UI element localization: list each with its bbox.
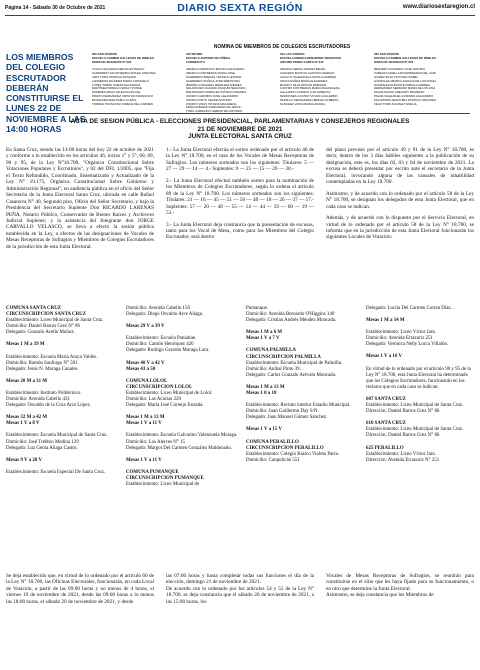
locale-line: Domicilio: Avenida Bernardo O'Higgins 140 [246,312,335,318]
locale-line: Domicilio: Aníbal Pinto 39. [246,366,301,372]
colegio-notice: LOS MIEMBROS DEL COLEGIO ESCRUTADOR DEBERÁN CONSTITUIRSE EL LUNES 22 DE NOVIEMBRE A LAS 14:00 HORAS [6,52,86,135]
locale-line: En virtud de lo ordenado por el artículo 90 y 95 de la Ley N° 18.700, esta Junta Electoral ha determinado que los Colegios Escrutadores, funcionarán en los recintos que en cada caso se indican: [366,366,471,390]
locale-line: Establecimiento: Escuela Municipal de Palmilla. [246,360,343,366]
nomina-list: COLLIO AHUMADA MELISA ESTEFANY GUERRERO SALVATIERRA NATALIE STEFANIA JARA TORO PATRICIA ROSARIO LANDEROS FAÚNDEZ MARÍA CONSUELO LÓPEZ TOBAR SAMANTHA KARINA MARTÍNEZ PARRAO NADIA YVONNE PAREDES ARIAS VALESCA NICOLE PRIETO FERNÁNDEZ CRISTIAN FRANCISCO RIVERA BELMAR PABLO ALEXIS TORRES TRONCOSO XIMENA DEL CARMEN [92,67,156,106]
locale-line: Establecimiento: Escuela Paniahue. [126,336,197,342]
locale-line: Domicilio: Los Alerces N° 15 [126,439,186,445]
locale-line: Establecimiento: Liceo Víctor Jara. [366,330,436,336]
locale-heading: Mesas 32 M a 42 M [6,415,47,421]
locale-heading: Mesas 1 V a 8 V [6,421,40,427]
locales-column-3 [246,306,358,464]
acta-paragraph: 2.- La Junta Electoral efectuó también sorteo para la nominación de los Miembros de Colegios Escrutadores, según lo ordena el artículo 89 de la Ley N° 18.700. Los números sorteados son los siguientes: Titulares: 21 — 16 — 45 — 51 — 56 — 40 — 18 — 26 — 37 — 17.- Suplentes: 57 — 20 — 48 — 55 — 14 — 44 — 59 — 60 — 19 — 53.- [166,177,314,217]
locale-line: Dirección: Daniel Barros Grez N° 86 [366,433,440,439]
locale-heading: Mesas 1 M a 19 M [6,342,45,348]
acta-paragraph: En Santa Cruz, siendo las 14:00 horas del hoy 22 de octubre de 2021 y conforme a lo establecido en los artículos 46, inciso 1° y 5°, 60, 89, 90 y 95, de la Ley N°18.700, "Orgánica Constitucional Sobre Votaciones Populares y Escrutinios", y 82 del DFL 1/2005, que "Fija el Texto Refundido, Coordinado, Sistematizado y Actualizado de la Ley N° 19.175, Orgánica Constitucional Sobre Gobierno y Administración Regional", en audiencia pública en el oficio del Señor Secretario de la Junta Electoral Santa Cruz, ubicada en calle Rafael Casanova N° 40, Segundo piso, Oficio del Señor Secretario, y bajo la Presidencia del Secretario Suplente Don RICARDO LARENAS PEÑA, Notario Público, Conservador de Bienes Raíces y Archivero Judicial Suplente; y la asistencia del Integrante don JORGE CARVALLO VELASCO, se lleva a efecto la sesión pública establecida en la Ley, a efectos de las designaciones de Vocales de Mesas Receptoras de Sufragios y Miembros de Colegios Escrutadores de la jurisdicción de esta Junta Electoral. [6,147,154,250]
locale-heading: 625 PERALILLO [366,445,404,451]
locale-heading: COMUNA SANTA CRUZ [6,306,62,311]
acta-paragraph: Además, y de acuerdo con lo dispuesto por el Servicio Electoral, en virtud de lo ordenado por el artículo 58 de la Ley N° 18.700, se informa que en la jurisdicción de esta Junta Electoral funcionarán los siguientes Locales de Votación: [326,215,474,241]
locale-heading: Mesas 1 V a 16 V [366,354,403,360]
locale-line: Establecimiento: Recinto interior Estadio Municipal. [246,403,351,409]
locale-line: Establecimiento: Instituto Politécnico. [6,390,82,396]
locale-line: Domicilio: Avenida Errazuriz 251 [366,336,433,342]
locale-heading: Mesas 20 M a 31 M [6,378,47,384]
locale-line: Establecimiento: Escuela Galvarino Valenzuela Moraga. [126,433,238,439]
locale-heading: CIRCUNSCRIPCION PUMANQUE [126,475,204,481]
locale-line: Delegado: Jesús N. Moraga Canales. [6,366,79,372]
acta-column-2 [166,147,314,246]
locale-heading: CIRCUNSCRIPCION PERALILLO [246,445,324,451]
locale-line: Domicilio: Daniel Barros Grez N° 86 [6,324,80,330]
locale-heading: COMUNA PUMANQUE [126,469,179,475]
locale-line: Delegado: Gonzalo Avello Muñoz. [6,330,75,336]
closing-paragraph-1: Se deja establecido que, en virtud de lo ordenado por el artículo 60 de la Ley N° 18.700, las Oficinas Electorales, funcionarán, en cada Local de Votación, a partir de las 09:00 horas y no menos de 4 horas, el viernes 19 de noviembre de 2021, desde las 09:00 horas a lo menos las 18:00 horas, el sábado 20 de noviembre de 2021, y desde [6,573,154,605]
locale-heading: Mesas 1 0 a 18 [246,391,277,397]
locale-heading: CIRCUNSCRIPCION LOLOL [126,384,193,390]
locale-heading: Mesas 29 V a 39 V [126,324,165,330]
locale-heading: Mesas 43 a 50 [126,366,156,372]
nomina-head: 015 PEUMO ESCUELA ANTONIO DE ZÚÑIGA CARMEN Nº 9 [186,52,231,64]
locale-line: Delegado: Cristian Andrés Méndez Moncada. [246,318,337,324]
locale-line: Establecimiento: Liceo Municipal de Santa Cruz. [366,403,464,409]
closing-paragraph-2: las 07:00 horas y hasta completar todas sus funciones el día de la elección, domingo 21 de noviembre de 2021. De acuerdo con lo ordenado por los artículos 54 y 55 de la Ley N° 18.700, se deja constancia que el sábado 20 de noviembre de 2021, a las 15:00 horas, los [166,573,314,605]
locale-line: Domicilio: Caupolicán 551 [246,457,300,463]
locale-line: Domicilio: Camilo Henríquez 426 [126,342,194,348]
locale-line: Establecimiento: Liceo Municipal de Lolol. [126,390,213,396]
locale-heading: Mesas 1 V a 11 V [126,457,162,463]
acta-paragraph: 3.- La Junta Electoral deja constancia que la presentación de excusas, tanto para los Vocal de Mesa, como para los Miembros del Colegio Escrutador, será dentro [166,221,314,241]
locale-heading: Mesas 1 M a 13 M [246,384,285,390]
acta-column-1 [6,147,154,255]
locale-line: Establecimiento: Liceo Víctor Jara. [366,451,436,457]
locale-line: Establecimiento: Liceo Municipal de Santa Cruz. [6,318,104,324]
locale-heading: Mesas 40 V a 42 V [126,360,165,366]
locale-heading: Mesas 1 V a 11 V [126,421,162,427]
acta-paragraph: 1.- La Junta Electoral efectúa el sorteo ordenado por el artículo 46 de la Ley N° 18.700, en el caso de los Vocales de Mesas Receptoras de Sufragios. Los números sorteados son los siguientes: Titulares: 5 — 27 — 29 — 14 — 4.- Suplentes: 9 — 25 — 15 — 20 — 30.- [166,147,314,173]
locale-line: Delegado: Luz Gema Aliaga Castro. [6,445,78,451]
locale-line: Domicilio: Las Acacias 220 [126,397,181,403]
locales-column-2 [126,306,238,488]
locale-line: Delegado: María José Cornejo Estrada. [126,403,204,409]
nomina-list: ABARCA CARRASCO MATIAS ALEJANDRO ABARCA CONTRERAS MARIA JOSE GUERRERO ARENAS YESSICA LEONOR GUERRERO ZUÑIGA JOSE SEBASTIAN IBARRA CONGUERA ABRAHAM ANDRES MALDONADO INAGMA JOAQUIN SEGUNDO MALDONADO MORALES PATRICIO ANDRES OSORIO GARRIDO JOSE ALEJANDRO OSORIO PINTO FELIPE ANTONIO OSORIO VIDAS TATIANA MACARENA PEÑA ROBLEDO FERNANDO DE JESUS TORO CARRASCO SEBASTIAN ANTONIO [186,67,247,114]
acta-title: ACTA DE SESION PÚBLICA - ELECCIONES PRESIDENCIAL, PARLAMENTARIAS Y CONSEJEROS REGIONALES 21 DE NOVIEMBRE DE 2021 JUNTA ELECTORAL SANTA CRUZ [70,118,410,140]
page-header [5,2,475,14]
locale-heading: Mesas 1 M a 14 M [366,318,405,324]
newspaper-title: DIARIO SEXTA REGIÓN [177,2,303,14]
locale-heading: 610 SANTA CRUZ [366,421,406,427]
locale-heading: 607 SANTA CRUZ [366,396,406,402]
locale-line: Pumanque. [246,306,269,311]
locale-heading: Mesas 1 V a 15 V [246,427,283,433]
nomina-head: 025 SAN VICENTE ESCUELA CARMEN GALLEGOS DE ROBLES HORACIO ARANGUIZ Nº 600 [374,52,436,64]
locale-heading: COMUNA PERALILLO [246,439,299,445]
nomina-column [280,53,344,106]
nomina-column [374,53,438,106]
closing-paragraph-3: Vocales de Mesas Receptoras de Sufragios, se reunirán para constituirse en el sitio que les haya fijado para su funcionamiento, o en otro que determine la Junta Electoral. Asimismo, se deja constancia que los Miembros de [326,573,474,599]
header-rule [5,15,475,16]
locale-line: Delegado: Verónica Nelly Lorca Villalón. [366,342,449,348]
locale-line: Domicilio: Juan Guillermo Day S/N. [246,409,319,415]
locale-heading: Mesas 1 M a 6 M [246,330,283,336]
nomina-column [92,53,156,106]
locale-line: Delegado: Juan Manuel Gómez Sánchez. [246,415,328,421]
locale-line: Establecimiento: Escuela Especial De Santa Cruz. [6,469,105,475]
page-date: Página 14 - Sábado 30 de Octubre de 2021 [5,5,106,11]
nomina-column [186,53,250,114]
locale-heading: COMUNA PALMILLA [246,348,296,354]
locale-heading: Mesas 9 V a 28 V [6,457,43,463]
locale-line: Establecimiento: Liceo Municipal de [126,481,200,487]
acta-paragraph: del plazo previsto por el artículo 49 y 91 de la Ley N° 18.700, es decir, dentro de los 3 días hábiles siguientes a la publicación de su designación, esto es, los días 02, 03 y 04 de noviembre de 2021. La excusa se deberá presentar por escrito ante el secretario de la Junta Electoral, invocando alguna de las causales de inhabilidad contempladas en la Ley 18.700. [326,147,474,186]
website-link[interactable]: www.diariosextaregion.cl [402,4,475,10]
locale-heading: CIRCUNSCRIPCION SANTA CRUZ [6,312,87,318]
acta-column-3 [326,147,474,246]
locale-line: Domicilio: Avenida Cabello 150 [126,306,190,311]
section-rule [10,113,470,114]
locale-line: Delegado: Carlos Gonzalo Arévalo Moncada. [246,372,337,378]
nomina-head: 021 LAS CABRAS ESCUELA REBECA IRIBARREN TRONCOSO ARTURO PEREZ CANTO Nº 640 [280,52,341,64]
locale-line: Delegado: Margot Del Carmen González Maldonado. [126,445,233,451]
locale-heading: COMUNA LOLOL [126,378,168,384]
locale-line: Establecimiento: Escuela Municipal de Santa Cruz. [6,433,108,439]
locale-line: Domicilio: Ramón Sanfurgo N° 581 [6,360,78,366]
locale-line: Domicilio: José Trebbio Medina 129 [6,439,79,445]
locale-line: Establecimiento: Liceo Municipal de Santa Cruz. [366,427,464,433]
locale-line: Domicilio: Avenida Cabello 431 [6,397,70,403]
nomina-title: NOMINA DE MIEMBROS DE COLEGIOS ESCRUTADORES [213,44,351,50]
locale-line: Establecimiento: Escuela María Araya Valdés. [6,354,98,360]
locale-line: Delegado: Lucila Del Carmen Correa Díaz. [366,306,452,311]
locale-heading: CIRCUNSCRIPCION PALMILLA [246,354,321,360]
locale-line: Delegado: Diego Osvaldo Arce Aliaga. [126,312,204,318]
nomina-list: BERARDI GUAJARDO JOSE ARTURO CABEZAS ORELLANA ESPERANZA DEL CARI GOMEZ SILVA VICTORIA ISABEL GONZALEZ ABARCA IGNACIA DE LOS ANGEL GONZALEZ RUMANTE FABIOLA ANDREA HERNANDEZ SERRANO MARIA DE LOS ANG PALMA PALMA GREGORY BRANDON PALMA VALENZUELA ANDRES ALEJANDRO PALOMINOS ARANCIBIA PATRICIO ORLANDO VELIZ TORO SCARLET NOELIA [374,67,437,106]
locale-line: Delegado: Osvaldo de la Cruz Arce López. [6,403,91,409]
locale-heading: Mesas 1 M a 13 M [126,415,165,421]
locale-heading: Mesas 1 V a 7 V [246,336,280,342]
locale-line: Dirección: Daniel Barros Grez N° 86 [366,409,440,415]
locales-column-1 [6,306,118,476]
nomina-list: ABARCA CERDA JAVIERA BELEN ACEVEDO BUSTOS GUSTAVO HERNAN AGUAYO VALENZUELA NATALIA ANDREA ARAYA NUÑEZ MARIA ALEJANDRA BLANCO SILVA EDISON ENRIQUE CASTRO CONTRERAS MARIA MAGDALENA GALLARDO GUZMAN LUIS ALBERTO MARDONES CASTRO VIVIAN GUILLERMO MURILLO HERNANDEZ HERNAN ALBERTO SANCHEZ VANN ANANIA ANAINA [280,67,340,106]
locale-line: Delegado: Rodrigo Gerardo Moraga Lara. [126,348,210,354]
locale-line: Dirección: Avenida Errazuriz N° 251 [366,457,440,463]
acta-paragraph: Asimismo, y de acuerdo con lo ordenado por el artículo 58 de la Ley N° 18.700, se designan los delegados de esta Junta Electoral, que en cada caso se indican. [326,190,474,210]
nomina-head: 005 SAN VICENTE ESCUELA CARMEN GALLEGOS DE ROBLES HORACIO ARANGUIZ Nº 600 [92,52,154,64]
locales-column-4 [366,306,476,464]
locale-line: Establecimiento: Colegio Básico Violeta Parra. [246,451,339,457]
